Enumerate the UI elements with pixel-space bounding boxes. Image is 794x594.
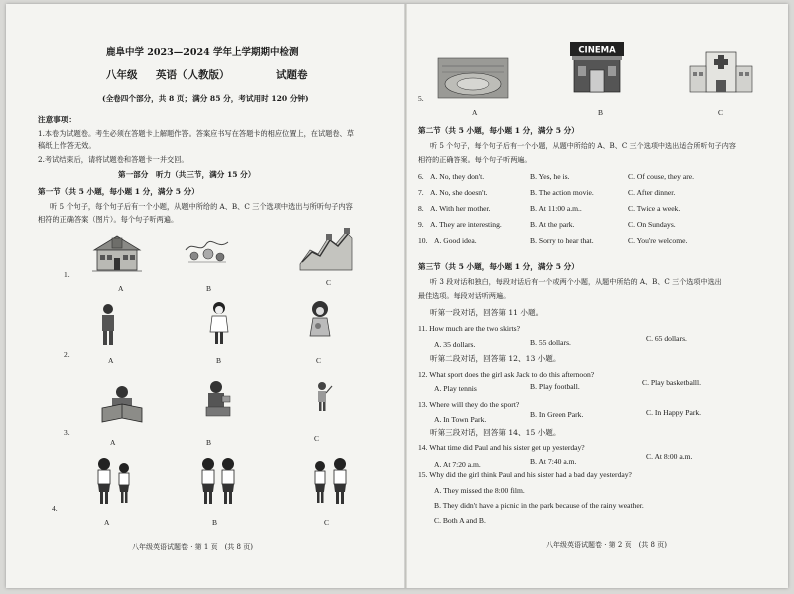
- footer-left: 八年级英语试题卷 · 第 1 页 (共 8 页): [132, 543, 253, 551]
- q13-option-c: C. In Happy Park.: [646, 408, 702, 417]
- dialogue1-instruction: 听第一段对话，回答第 11 小题。: [430, 308, 544, 317]
- q8-number: 8.: [418, 204, 424, 213]
- dialogue2-instruction: 听第二段对话，回答第 12、13 小题。: [430, 354, 561, 363]
- q13-text: 13. Where will they do the sport?: [418, 400, 520, 409]
- girl-smiling-picture: [206, 300, 232, 348]
- q7-option-c: C. After dinner.: [628, 188, 676, 197]
- question-number: 2.: [64, 350, 70, 359]
- section1-title: 第一节（共 5 小题，每小题 1 分，满分 5 分）: [38, 187, 199, 196]
- option-label: C: [314, 434, 320, 443]
- question-number: 3.: [64, 428, 70, 437]
- section2-instruction-b: 相符的正确答案。每个句子听两遍。: [418, 155, 532, 164]
- section3-instruction-b: 最佳选项。每段对话听两遍。: [418, 291, 511, 300]
- q10-number: 10.: [418, 236, 428, 245]
- q11-option-b: B. 55 dollars.: [530, 338, 571, 347]
- exam-title: 鹿阜中学 2023—2024 学年上学期期中检测: [106, 47, 299, 58]
- notes-heading: 注意事项：: [38, 115, 76, 124]
- q9-option-c: C. On Sundays.: [628, 220, 676, 229]
- subject-label: 英语（人教版）: [156, 69, 230, 81]
- section1-instruction-a: 听 5 个句子，每个句子后有一个小题，从题中所给的 A、B、C 三个选项中选出与所听句子内容: [50, 202, 353, 211]
- question-number: 1.: [64, 270, 70, 279]
- boy-waving-picture: [312, 380, 334, 414]
- q9-option-b: B. At the park.: [530, 220, 575, 229]
- q15-option-b: B. They didn't have a picnic in the park because of the rainy weather.: [434, 501, 644, 510]
- cinema-picture: [566, 40, 628, 94]
- q6-option-a: A. No, they don't.: [430, 172, 485, 181]
- part1-heading: 第一部分 听力（共三节，满分 15 分）: [118, 170, 256, 179]
- q13-option-b: B. In Green Park.: [530, 410, 584, 419]
- option-label: B: [598, 108, 604, 117]
- q9-option-a: A. They are interesting.: [430, 220, 502, 229]
- child-reading-picture: [98, 384, 146, 426]
- notes-line1: 1.本卷为试题卷。考生必须在答题卡上解题作答。答案应书写在答题卡的相应位置上，在试题卷、草: [38, 129, 354, 138]
- section3-title: 第三节（共 5 小题，每小题 1 分，满分 5 分）: [418, 262, 579, 271]
- q14-option-a: A. At 7:20 a.m.: [434, 460, 481, 469]
- question-number: 4.: [52, 504, 58, 513]
- boy-standing-picture: [96, 302, 120, 348]
- q14-option-c: C. At 8:00 a.m.: [646, 452, 693, 461]
- two-children-picture-b: [196, 456, 242, 508]
- notes-line2: 2.考试结束后，请将试题卷和答题卡一并交回。: [38, 155, 189, 164]
- q12-text: 12. What sport does the girl ask Jack to do this afternoon?: [418, 370, 595, 379]
- q12-option-a: A. Play tennis: [434, 384, 477, 393]
- section1-instruction-b: 相符的正确答案（图片）。每个句子听两遍。: [38, 215, 179, 224]
- option-label: B: [212, 518, 218, 527]
- dialogue3-instruction: 听第三段对话，回答第 14、15 小题。: [430, 428, 561, 437]
- school-building-picture: [90, 230, 144, 274]
- q10-option-a: A. Good idea.: [434, 236, 477, 245]
- option-label: C: [718, 108, 724, 117]
- q8-option-a: A. With her mother.: [430, 204, 491, 213]
- q11-option-a: A. 35 dollars.: [434, 340, 476, 349]
- right-page: [406, 4, 788, 588]
- option-label: B: [216, 356, 222, 365]
- option-label: B: [206, 438, 212, 447]
- stadium-picture: [436, 54, 510, 102]
- option-label: A: [108, 356, 114, 365]
- q6-option-c: C. Of couse, they are.: [628, 172, 695, 181]
- q9-number: 9.: [418, 220, 424, 229]
- q15-text: 15. Why did the girl think Paul and his sister had a bad day yesterday?: [418, 470, 632, 479]
- option-label: C: [316, 356, 322, 365]
- great-wall-picture: [298, 224, 354, 272]
- option-label: A: [104, 518, 110, 527]
- option-label: A: [110, 438, 116, 447]
- section3-instruction-a: 听 3 段对话和独白，每段对话后有一个或两个小题，从题中所给的 A、B、C 三个选项中选出: [430, 277, 722, 286]
- section2-instruction-a: 听 5 个句子，每个句子后有一个小题，从题中所给的 A、B、C 三个选项中选出适合所听句子内容: [430, 141, 736, 150]
- q7-number: 7.: [418, 188, 424, 197]
- option-label: C: [326, 278, 332, 287]
- question-number: 5.: [418, 94, 424, 103]
- q6-number: 6.: [418, 172, 424, 181]
- q11-option-c: C. 65 dollars.: [646, 334, 687, 343]
- two-children-picture-a: [92, 456, 138, 508]
- girl-curly-hair-picture: [306, 300, 334, 346]
- exam-info: (全卷四个部分，共 8 页；满分 85 分，考试用时 120 分钟): [102, 94, 309, 103]
- option-label: C: [324, 518, 330, 527]
- section2-title: 第二节（共 5 小题，每小题 1 分，满分 5 分）: [418, 126, 579, 135]
- q7-option-a: A. No, she doesn't.: [430, 188, 488, 197]
- hospital-picture: [686, 46, 756, 94]
- q8-option-b: B. At 11:00 a.m..: [530, 204, 582, 213]
- q10-option-b: B. Sorry to hear that.: [530, 236, 594, 245]
- q7-option-b: B. The action movie.: [530, 188, 594, 197]
- q15-option-c: C. Both A and B.: [434, 516, 486, 525]
- q12-option-b: B. Play football.: [530, 382, 580, 391]
- q12-option-c: C. Play basketballl.: [642, 378, 702, 387]
- paper-type-label: 试题卷: [276, 69, 308, 81]
- q10-option-c: C. You're welcome.: [628, 236, 688, 245]
- q15-option-a: A. They missed the 8:00 film.: [434, 486, 525, 495]
- footer-right: 八年级英语试题卷 · 第 2 页 (共 8 页): [546, 541, 667, 549]
- notes-line1b: 稿纸上作答无效。: [38, 141, 96, 150]
- boy-sitting-picture: [200, 380, 234, 422]
- grade-label: 八年级: [106, 69, 138, 81]
- q8-option-c: C. Twice a week.: [628, 204, 681, 213]
- party-scene-picture: [182, 232, 232, 268]
- option-label: A: [118, 284, 124, 293]
- q14-text: 14. What time did Paul and his sister get up yesterday?: [418, 443, 585, 452]
- q13-option-a: A. In Town Park.: [434, 415, 487, 424]
- option-label: A: [472, 108, 478, 117]
- left-page: [6, 4, 404, 588]
- option-label: B: [206, 284, 212, 293]
- two-children-picture-c: [308, 456, 354, 508]
- q11-text: 11. How much are the two skirts?: [418, 324, 520, 333]
- q14-option-b: B. At 7:40 a.m.: [530, 457, 577, 466]
- q6-option-b: B. Yes, he is.: [530, 172, 570, 181]
- cinema-sign-text: CINEMA: [578, 45, 616, 56]
- exam-paper: [6, 4, 788, 588]
